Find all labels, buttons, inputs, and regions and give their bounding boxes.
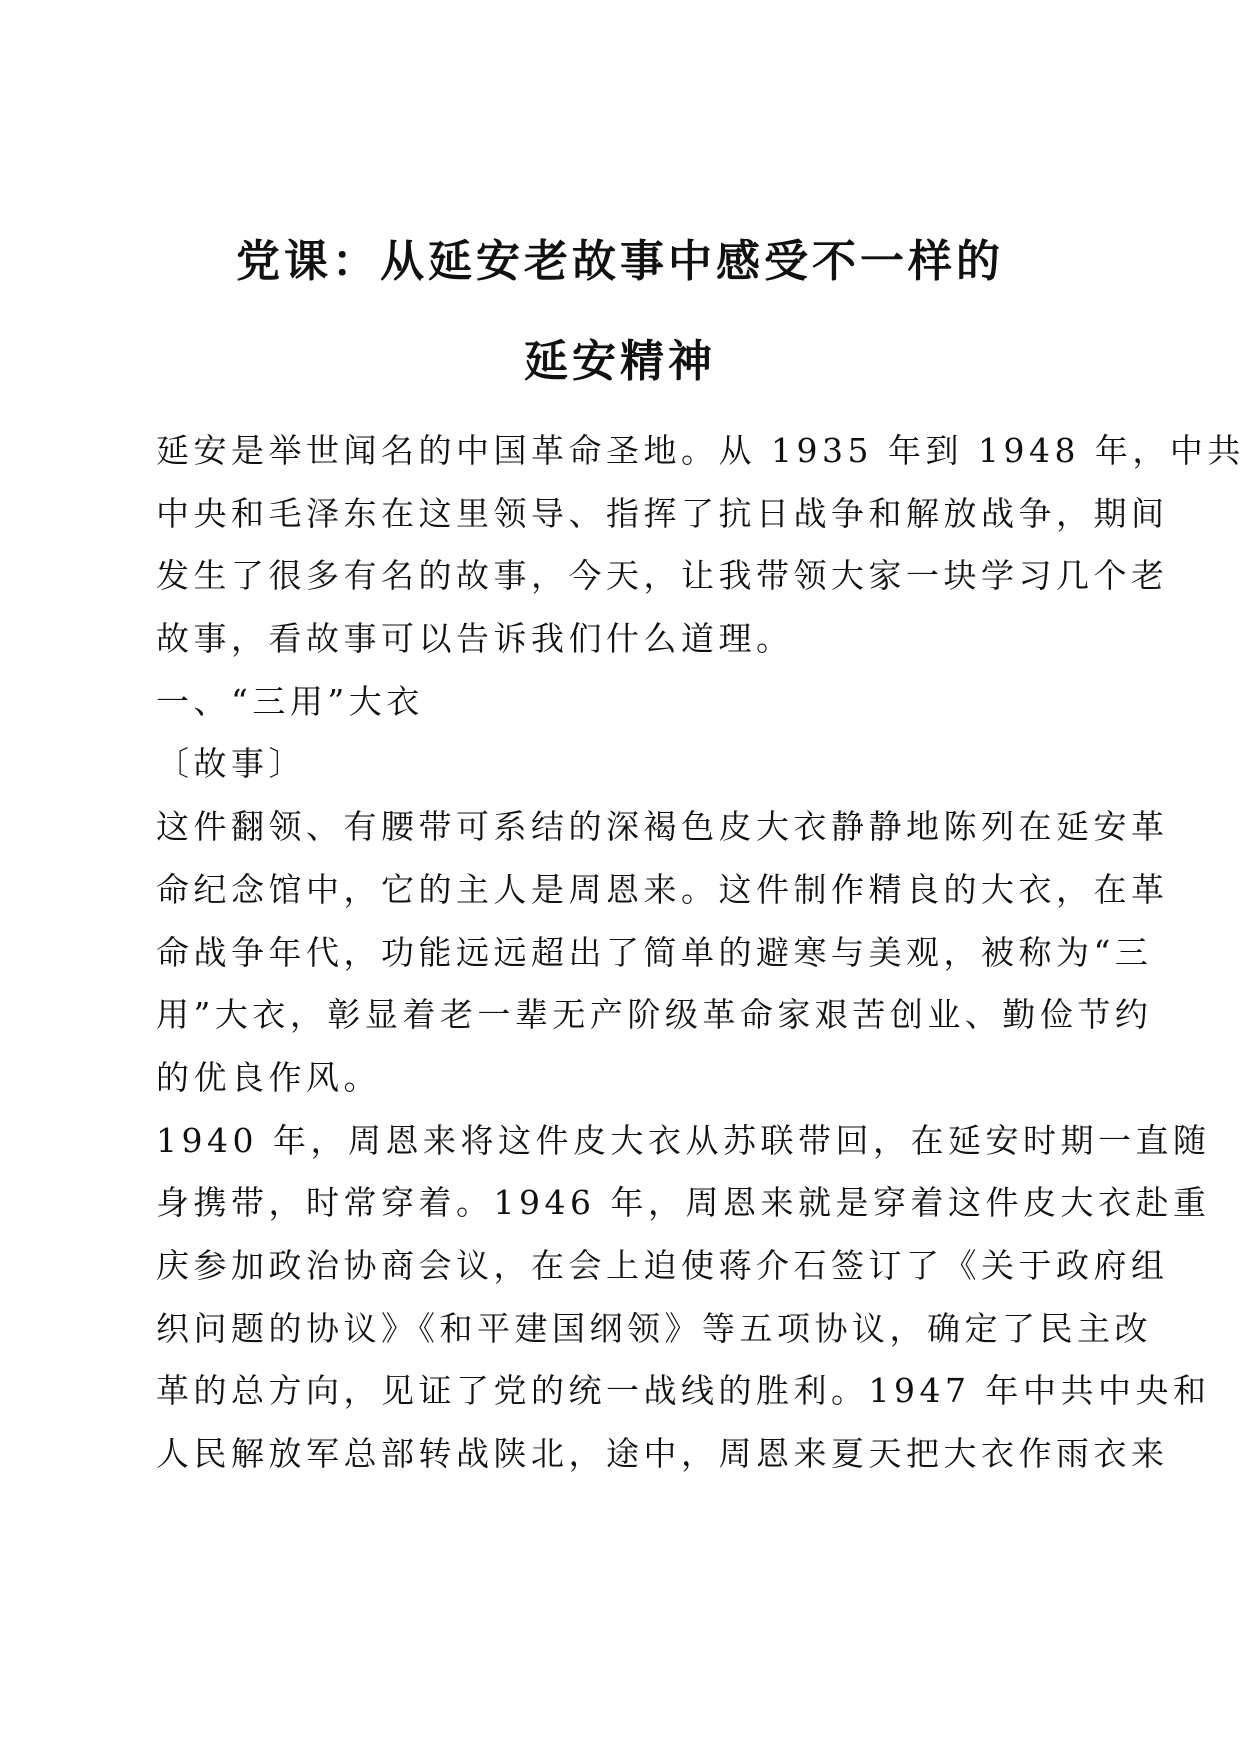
- body-line: 革的总方向，见证了党的统一战线的胜利。1947 年中共中央和: [156, 1371, 1211, 1411]
- body-line: 发生了很多有名的故事，今天，让我带领大家一块学习几个老: [156, 556, 1169, 596]
- body-line: 1940 年，周恩来将这件皮大衣从苏联带回，在延安时期一直随: [156, 1120, 1211, 1160]
- story-label: 〔故事〕: [156, 744, 306, 784]
- title-line-2: 延安精神: [524, 336, 716, 387]
- body-line: 中央和毛泽东在这里领导、指挥了抗日战争和解放战争，期间: [156, 493, 1169, 533]
- body-line: 命战争年代，功能远远超出了简单的避寒与美观，被称为“三: [156, 932, 1153, 972]
- body-line: 的优良作风。: [156, 1057, 381, 1097]
- document-body: [156, 420, 1245, 1486]
- body-line: 身携带，时常穿着。1946 年，周恩来就是穿着这件皮大衣赴重: [156, 1183, 1211, 1223]
- section-heading: 一、“三用”大衣: [156, 681, 424, 721]
- body-line: 故事，看故事可以告诉我们什么道理。: [156, 619, 794, 659]
- document-title: [150, 212, 1090, 412]
- body-line: 庆参加政治协商会议，在会上迫使蒋介石签订了《关于政府组: [156, 1245, 1169, 1285]
- body-line: 人民解放军总部转战陕北，途中，周恩来夏天把大衣作雨衣来: [156, 1434, 1169, 1473]
- title-line-1: 党课：从延安老故事中感受不一样的: [236, 236, 1004, 287]
- body-line: 命纪念馆中，它的主人是周恩来。这件制作精良的大衣，在革: [156, 869, 1169, 909]
- body-line: 这件翻领、有腰带可系结的深褐色皮大衣静静地陈列在延安革: [156, 807, 1169, 847]
- body-line: 延安是举世闻名的中国革命圣地。从 1935 年到 1948 年，中共: [156, 431, 1245, 470]
- body-line: 用”大衣，彰显着老一辈无产阶级革命家艰苦创业、勤俭节约: [156, 995, 1153, 1035]
- body-line: 织问题的协议》《和平建国纲领》等五项协议，确定了民主改: [156, 1308, 1152, 1348]
